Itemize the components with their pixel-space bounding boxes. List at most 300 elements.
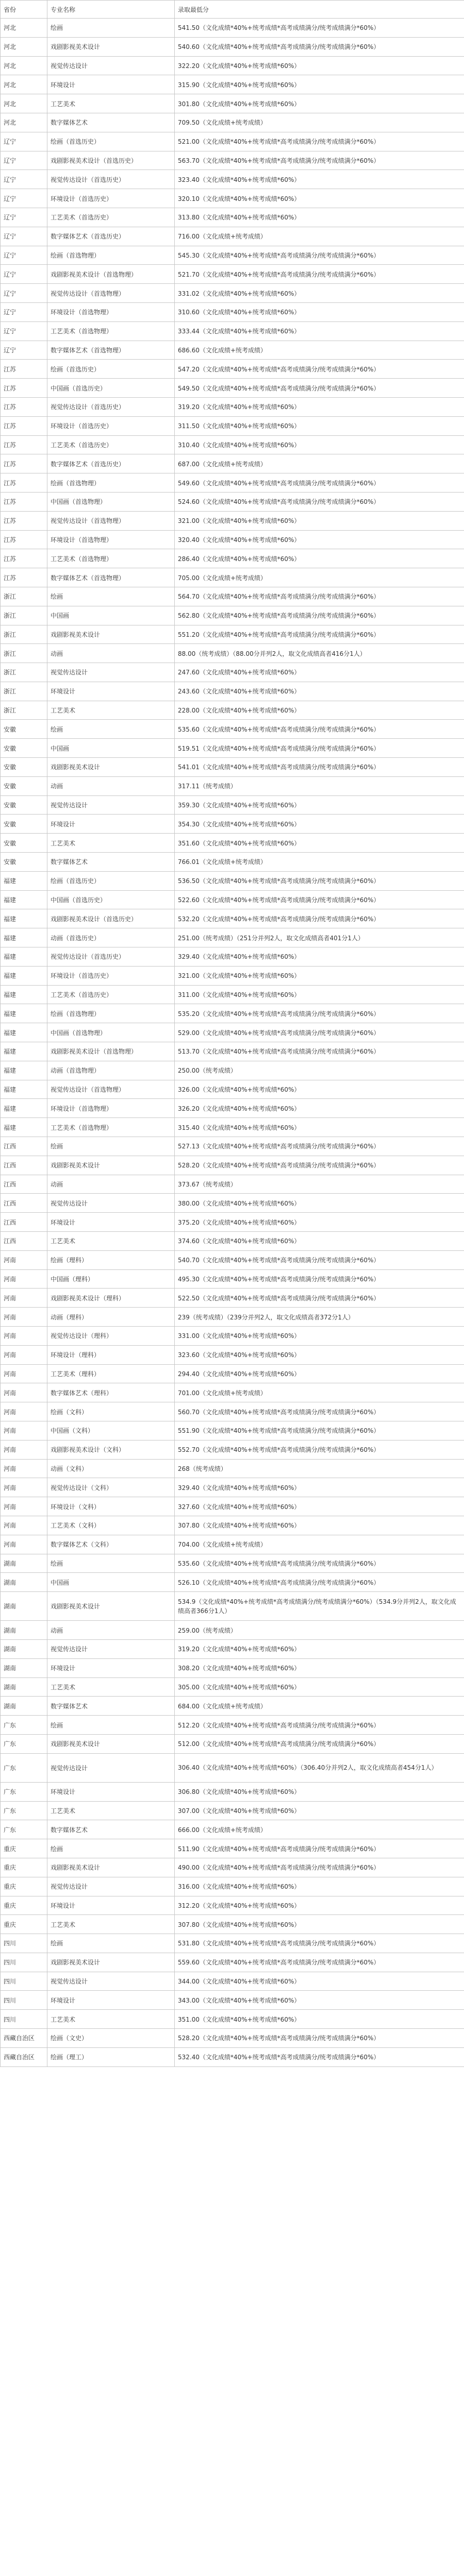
major-cell: 中国画	[47, 606, 175, 625]
major-cell: 视觉传达设计	[47, 795, 175, 815]
major-cell: 绘画（首选物理）	[47, 246, 175, 265]
score-cell: 563.70（文化成绩*40%+统考成绩*高考成绩满分/统考成绩满分*60%）	[175, 151, 464, 170]
score-cell: 351.00（文化成绩*40%+统考成绩*60%）	[175, 2010, 464, 2029]
province-cell: 河南	[1, 1345, 47, 1364]
major-cell: 中国画（首选物理）	[47, 1023, 175, 1042]
province-cell: 江苏	[1, 511, 47, 530]
major-cell: 戏剧影视美术设计	[47, 1953, 175, 1972]
score-cell: 251.00（统考成绩）（251分并列2人，取文化成绩高者401分1人）	[175, 928, 464, 947]
table-row	[1, 1734, 464, 1753]
score-cell: 310.60（文化成绩*40%+统考成绩*60%）	[175, 302, 464, 321]
table-row	[1, 1042, 464, 1061]
score-cell: 326.00（文化成绩*40%+统考成绩*60%）	[175, 1080, 464, 1099]
major-cell: 中国画	[47, 1573, 175, 1592]
province-cell: 四川	[1, 2010, 47, 2029]
score-cell: 521.70（文化成绩*40%+统考成绩*高考成绩满分/统考成绩满分*60%）	[175, 265, 464, 284]
province-cell: 湖南	[1, 1573, 47, 1592]
province-cell: 福建	[1, 1080, 47, 1099]
table-row	[1, 530, 464, 549]
province-cell: 浙江	[1, 663, 47, 682]
table-row	[1, 1753, 464, 1782]
score-cell: 305.00（文化成绩*40%+统考成绩*60%）	[175, 1677, 464, 1697]
major-cell: 环境设计	[47, 815, 175, 834]
province-cell: 辽宁	[1, 321, 47, 341]
score-cell: 716.00（文化成绩+统考成绩）	[175, 227, 464, 246]
province-cell: 湖南	[1, 1554, 47, 1573]
province-cell: 浙江	[1, 625, 47, 644]
table-row	[1, 37, 464, 56]
major-cell: 动画	[47, 1621, 175, 1640]
province-cell: 福建	[1, 1061, 47, 1080]
major-cell: 工艺美术（首选物理）	[47, 549, 175, 568]
table-row	[1, 416, 464, 435]
major-cell: 环境设计	[47, 1896, 175, 1915]
table-row	[1, 1972, 464, 1991]
province-cell: 福建	[1, 909, 47, 928]
score-cell: 521.00（文化成绩*40%+统考成绩*高考成绩满分/统考成绩满分*60%）	[175, 132, 464, 151]
score-cell: 380.00（文化成绩*40%+统考成绩*60%）	[175, 1194, 464, 1213]
province-cell: 江苏	[1, 454, 47, 473]
table-row	[1, 492, 464, 511]
table-row	[1, 360, 464, 379]
major-cell: 环境设计（首选历史）	[47, 189, 175, 208]
province-cell: 江苏	[1, 549, 47, 568]
province-cell: 重庆	[1, 1877, 47, 1896]
province-cell: 江苏	[1, 360, 47, 379]
province-cell: 湖南	[1, 1658, 47, 1677]
table-row	[1, 1877, 464, 1896]
major-cell: 环境设计（文科）	[47, 1497, 175, 1516]
table-row	[1, 663, 464, 682]
table-row	[1, 720, 464, 739]
header-province: 省份	[1, 1, 47, 19]
score-cell: 511.90（文化成绩*40%+统考成绩*高考成绩满分/统考成绩满分*60%）	[175, 1839, 464, 1858]
major-cell: 戏剧影视美术设计（首选物理）	[47, 265, 175, 284]
province-cell: 西藏自治区	[1, 2029, 47, 2048]
table-row	[1, 1573, 464, 1592]
major-cell: 动画	[47, 776, 175, 795]
table-row	[1, 815, 464, 834]
province-cell: 河南	[1, 1402, 47, 1421]
major-cell: 环境设计（首选历史）	[47, 416, 175, 435]
score-cell: 322.20（文化成绩*40%+统考成绩*60%）	[175, 56, 464, 75]
score-cell: 259.00（统考成绩）	[175, 1621, 464, 1640]
score-cell: 315.90（文化成绩*40%+统考成绩*60%）	[175, 75, 464, 94]
score-cell: 522.60（文化成绩*40%+统考成绩*高考成绩满分/统考成绩满分*60%）	[175, 890, 464, 909]
table-row	[1, 1194, 464, 1213]
score-cell: 333.44（文化成绩*40%+统考成绩*60%）	[175, 321, 464, 341]
province-cell: 安徽	[1, 720, 47, 739]
major-cell: 工艺美术	[47, 2010, 175, 2029]
major-cell: 视觉传达设计	[47, 663, 175, 682]
province-cell: 广东	[1, 1716, 47, 1735]
province-cell: 湖南	[1, 1639, 47, 1658]
score-cell: 307.00（文化成绩*40%+统考成绩*60%）	[175, 1801, 464, 1820]
score-cell: 490.00（文化成绩*40%+统考成绩*高考成绩满分/统考成绩满分*60%）	[175, 1858, 464, 1877]
province-cell: 四川	[1, 1953, 47, 1972]
major-cell: 戏剧影视美术设计	[47, 1592, 175, 1621]
major-cell: 中国画（首选历史）	[47, 379, 175, 398]
table-row	[1, 454, 464, 473]
score-cell: 526.10（文化成绩*40%+统考成绩*高考成绩满分/统考成绩满分*60%）	[175, 1573, 464, 1592]
province-cell: 安徽	[1, 776, 47, 795]
major-cell: 环境设计（理科）	[47, 1345, 175, 1364]
major-cell: 绘画	[47, 1716, 175, 1735]
province-cell: 河南	[1, 1516, 47, 1535]
major-cell: 视觉传达设计（文科）	[47, 1478, 175, 1497]
major-cell: 工艺美术	[47, 94, 175, 113]
table-row	[1, 795, 464, 815]
province-cell: 河南	[1, 1478, 47, 1497]
table-row	[1, 1061, 464, 1080]
table-row	[1, 1934, 464, 1953]
province-cell: 江西	[1, 1232, 47, 1251]
score-cell: 306.80（文化成绩*40%+统考成绩*60%）	[175, 1782, 464, 1801]
province-cell: 四川	[1, 1934, 47, 1953]
table-row	[1, 1156, 464, 1175]
major-cell: 绘画（首选物理）	[47, 473, 175, 493]
major-cell: 环境设计（首选物理）	[47, 1099, 175, 1118]
score-cell: 317.11（统考成绩）	[175, 776, 464, 795]
major-cell: 中国画（首选历史）	[47, 890, 175, 909]
province-cell: 浙江	[1, 682, 47, 701]
province-cell: 浙江	[1, 587, 47, 606]
score-cell: 531.80（文化成绩*40%+统考成绩*高考成绩满分/统考成绩满分*60%）	[175, 1934, 464, 1953]
score-cell: 359.30（文化成绩*40%+统考成绩*60%）	[175, 795, 464, 815]
table-row	[1, 1592, 464, 1621]
table-row	[1, 1535, 464, 1554]
province-cell: 福建	[1, 1099, 47, 1118]
table-row	[1, 1516, 464, 1535]
score-cell: 534.9（文化成绩*40%+统考成绩*高考成绩满分/统考成绩满分*60%）（534.9分并列2人，取文化成绩高者366分1人）	[175, 1592, 464, 1621]
major-cell: 绘画	[47, 19, 175, 38]
province-cell: 江苏	[1, 435, 47, 454]
table-row	[1, 75, 464, 94]
province-cell: 江苏	[1, 379, 47, 398]
table-row	[1, 587, 464, 606]
province-cell: 重庆	[1, 1915, 47, 1934]
province-cell: 湖南	[1, 1621, 47, 1640]
table-row	[1, 1440, 464, 1459]
table-row	[1, 208, 464, 227]
table-row	[1, 1716, 464, 1735]
province-cell: 辽宁	[1, 341, 47, 360]
province-cell: 辽宁	[1, 208, 47, 227]
major-cell: 戏剧影视美术设计（首选历史）	[47, 909, 175, 928]
major-cell: 绘画（首选历史）	[47, 871, 175, 890]
major-cell: 工艺美术	[47, 701, 175, 720]
score-cell: 549.60（文化成绩*40%+统考成绩*高考成绩满分/统考成绩满分*60%）	[175, 473, 464, 493]
major-cell: 环境设计（首选物理）	[47, 302, 175, 321]
score-cell: 512.00（文化成绩*40%+统考成绩*高考成绩满分/统考成绩满分*60%）	[175, 1734, 464, 1753]
province-cell: 辽宁	[1, 265, 47, 284]
province-cell: 浙江	[1, 701, 47, 720]
major-cell: 戏剧影视美术设计	[47, 1858, 175, 1877]
province-cell: 福建	[1, 985, 47, 1004]
major-cell: 工艺美术	[47, 1232, 175, 1251]
major-cell: 环境设计	[47, 75, 175, 94]
score-cell: 551.20（文化成绩*40%+统考成绩*高考成绩满分/统考成绩满分*60%）	[175, 625, 464, 644]
score-cell: 374.60（文化成绩*40%+统考成绩*60%）	[175, 1232, 464, 1251]
province-cell: 湖南	[1, 1677, 47, 1697]
table-row	[1, 928, 464, 947]
table-row	[1, 625, 464, 644]
table-row	[1, 2010, 464, 2029]
province-cell: 江苏	[1, 473, 47, 493]
table-row	[1, 2029, 464, 2048]
major-cell: 绘画	[47, 720, 175, 739]
province-cell: 福建	[1, 890, 47, 909]
table-row	[1, 265, 464, 284]
province-cell: 河南	[1, 1535, 47, 1554]
table-row	[1, 1639, 464, 1658]
province-cell: 河南	[1, 1383, 47, 1402]
major-cell: 戏剧影视美术设计	[47, 37, 175, 56]
score-cell: 687.00（文化成绩+统考成绩）	[175, 454, 464, 473]
table-row	[1, 1080, 464, 1099]
score-cell: 552.70（文化成绩*40%+统考成绩*高考成绩满分/统考成绩满分*60%）	[175, 1440, 464, 1459]
major-cell: 工艺美术	[47, 834, 175, 853]
score-cell: 705.00（文化成绩+统考成绩）	[175, 568, 464, 587]
province-cell: 江苏	[1, 530, 47, 549]
score-cell: 513.70（文化成绩*40%+统考成绩*高考成绩满分/统考成绩满分*60%）	[175, 1042, 464, 1061]
province-cell: 广东	[1, 1782, 47, 1801]
major-cell: 动画（理科）	[47, 1308, 175, 1327]
score-cell: 540.60（文化成绩*40%+统考成绩*高考成绩满分/统考成绩满分*60%）	[175, 37, 464, 56]
score-cell: 319.20（文化成绩*40%+统考成绩*60%）	[175, 1639, 464, 1658]
table-row	[1, 1289, 464, 1308]
province-cell: 福建	[1, 966, 47, 985]
table-row	[1, 1137, 464, 1156]
table-row	[1, 1554, 464, 1573]
score-cell: 286.40（文化成绩*40%+统考成绩*60%）	[175, 549, 464, 568]
table-row	[1, 1308, 464, 1327]
province-cell: 福建	[1, 1004, 47, 1023]
major-cell: 中国画（文科）	[47, 1421, 175, 1440]
major-cell: 数字媒体艺术	[47, 113, 175, 132]
table-row	[1, 132, 464, 151]
table-row	[1, 682, 464, 701]
score-cell: 527.13（文化成绩*40%+统考成绩*高考成绩满分/统考成绩满分*60%）	[175, 1137, 464, 1156]
score-cell: 686.60（文化成绩+统考成绩）	[175, 341, 464, 360]
major-cell: 视觉传达设计	[47, 1972, 175, 1991]
score-cell: 551.90（文化成绩*40%+统考成绩*高考成绩满分/统考成绩满分*60%）	[175, 1421, 464, 1440]
major-cell: 环境设计（首选物理）	[47, 530, 175, 549]
province-cell: 江苏	[1, 416, 47, 435]
table-row	[1, 1345, 464, 1364]
table-body	[1, 19, 464, 2067]
province-cell: 江西	[1, 1213, 47, 1232]
table-header-row	[1, 1, 464, 19]
province-cell: 四川	[1, 1991, 47, 2010]
table-row	[1, 1269, 464, 1289]
major-cell: 动画（首选历史）	[47, 928, 175, 947]
province-cell: 安徽	[1, 795, 47, 815]
major-cell: 环境设计	[47, 682, 175, 701]
major-cell: 环境设计	[47, 1782, 175, 1801]
major-cell: 视觉传达设计	[47, 56, 175, 75]
score-cell: 88.00（统考成绩）（88.00分并列2人，取文化成绩高者416分1人）	[175, 644, 464, 663]
score-cell: 247.60（文化成绩*40%+统考成绩*60%）	[175, 663, 464, 682]
table-row	[1, 701, 464, 720]
province-cell: 重庆	[1, 1896, 47, 1915]
score-cell: 313.80（文化成绩*40%+统考成绩*60%）	[175, 208, 464, 227]
table-row	[1, 1099, 464, 1118]
table-row	[1, 853, 464, 872]
score-cell: 519.51（文化成绩*40%+统考成绩*高考成绩满分/统考成绩满分*60%）	[175, 739, 464, 758]
province-cell: 四川	[1, 1972, 47, 1991]
major-cell: 视觉传达设计	[47, 1639, 175, 1658]
table-row	[1, 1497, 464, 1516]
score-cell: 329.40（文化成绩*40%+统考成绩*60%）	[175, 1478, 464, 1497]
table-row	[1, 834, 464, 853]
score-cell: 327.60（文化成绩*40%+统考成绩*60%）	[175, 1497, 464, 1516]
province-cell: 河南	[1, 1440, 47, 1459]
province-cell: 江西	[1, 1156, 47, 1175]
score-cell: 522.50（文化成绩*40%+统考成绩*高考成绩满分/统考成绩满分*60%）	[175, 1289, 464, 1308]
major-cell: 视觉传达设计	[47, 1194, 175, 1213]
score-cell: 323.40（文化成绩*40%+统考成绩*60%）	[175, 170, 464, 189]
province-cell: 辽宁	[1, 302, 47, 321]
major-cell: 绘画（首选历史）	[47, 360, 175, 379]
table-row	[1, 568, 464, 587]
province-cell: 辽宁	[1, 284, 47, 303]
major-cell: 戏剧影视美术设计（首选历史）	[47, 151, 175, 170]
table-row	[1, 1004, 464, 1023]
province-cell: 湖南	[1, 1592, 47, 1621]
province-cell: 重庆	[1, 1858, 47, 1877]
score-cell: 535.60（文化成绩*40%+统考成绩*高考成绩满分/统考成绩满分*60%）	[175, 720, 464, 739]
score-cell: 704.00（文化成绩+统考成绩）	[175, 1535, 464, 1554]
major-cell: 绘画（首选物理）	[47, 1004, 175, 1023]
major-cell: 中国画（首选物理）	[47, 492, 175, 511]
province-cell: 广东	[1, 1820, 47, 1839]
province-cell: 安徽	[1, 853, 47, 872]
table-row	[1, 871, 464, 890]
score-cell: 250.00（统考成绩）	[175, 1061, 464, 1080]
major-cell: 工艺美术（首选物理）	[47, 321, 175, 341]
table-row	[1, 890, 464, 909]
score-cell: 301.80（文化成绩*40%+统考成绩*60%）	[175, 94, 464, 113]
table-row	[1, 1383, 464, 1402]
table-row	[1, 644, 464, 663]
score-cell: 343.00（文化成绩*40%+统考成绩*60%）	[175, 1991, 464, 2010]
table-row	[1, 549, 464, 568]
major-cell: 工艺美术	[47, 1915, 175, 1934]
major-cell: 绘画（理科）	[47, 1250, 175, 1269]
major-cell: 中国画	[47, 739, 175, 758]
table-row	[1, 1023, 464, 1042]
score-cell: 373.67（统考成绩）	[175, 1175, 464, 1194]
major-cell: 数字媒体艺术（理科）	[47, 1383, 175, 1402]
score-cell: 320.10（文化成绩*40%+统考成绩*60%）	[175, 189, 464, 208]
header-major: 专业名称	[47, 1, 175, 19]
major-cell: 视觉传达设计（首选历史）	[47, 397, 175, 416]
major-cell: 绘画（首选历史）	[47, 132, 175, 151]
score-cell: 268（统考成绩）	[175, 1459, 464, 1478]
major-cell: 数字媒体艺术（首选历史）	[47, 227, 175, 246]
major-cell: 工艺美术	[47, 1677, 175, 1697]
score-cell: 243.60（文化成绩*40%+统考成绩*60%）	[175, 682, 464, 701]
major-cell: 视觉传达设计	[47, 1753, 175, 1782]
major-cell: 视觉传达设计（首选历史）	[47, 170, 175, 189]
major-cell: 环境设计	[47, 1991, 175, 2010]
province-cell: 河北	[1, 75, 47, 94]
table-row	[1, 56, 464, 75]
score-cell: 306.40（文化成绩*40%+统考成绩*60%）（306.40分并列2人，取文化成绩高者454分1人）	[175, 1753, 464, 1782]
major-cell: 戏剧影视美术设计	[47, 1734, 175, 1753]
score-cell: 666.00（文化成绩+统考成绩）	[175, 1820, 464, 1839]
major-cell: 绘画	[47, 1839, 175, 1858]
province-cell: 湖南	[1, 1697, 47, 1716]
major-cell: 数字媒体艺术（文科）	[47, 1535, 175, 1554]
province-cell: 河北	[1, 37, 47, 56]
province-cell: 浙江	[1, 644, 47, 663]
province-cell: 重庆	[1, 1839, 47, 1858]
score-cell: 564.70（文化成绩*40%+统考成绩*高考成绩满分/统考成绩满分*60%）	[175, 587, 464, 606]
score-cell: 344.00（文化成绩*40%+统考成绩*60%）	[175, 1972, 464, 1991]
score-cell: 549.50（文化成绩*40%+统考成绩*高考成绩满分/统考成绩满分*60%）	[175, 379, 464, 398]
major-cell: 工艺美术（首选物理）	[47, 1118, 175, 1137]
province-cell: 河南	[1, 1308, 47, 1327]
province-cell: 福建	[1, 1042, 47, 1061]
major-cell: 绘画	[47, 587, 175, 606]
table-row	[1, 341, 464, 360]
province-cell: 河南	[1, 1497, 47, 1516]
score-cell: 329.40（文化成绩*40%+统考成绩*60%）	[175, 947, 464, 967]
province-cell: 河北	[1, 56, 47, 75]
major-cell: 环境设计（首选历史）	[47, 966, 175, 985]
score-cell: 307.80（文化成绩*40%+统考成绩*60%）	[175, 1516, 464, 1535]
score-cell: 315.40（文化成绩*40%+统考成绩*60%）	[175, 1118, 464, 1137]
score-cell: 228.00（文化成绩*40%+统考成绩*60%）	[175, 701, 464, 720]
major-cell: 视觉传达设计（理科）	[47, 1326, 175, 1345]
score-cell: 323.60（文化成绩*40%+统考成绩*60%）	[175, 1345, 464, 1364]
score-cell: 311.00（文化成绩*40%+统考成绩*60%）	[175, 985, 464, 1004]
major-cell: 绘画	[47, 1137, 175, 1156]
score-cell: 532.20（文化成绩*40%+统考成绩*高考成绩满分/统考成绩满分*60%）	[175, 909, 464, 928]
header-min-score: 录取最低分	[175, 1, 464, 19]
major-cell: 戏剧影视美术设计	[47, 1156, 175, 1175]
province-cell: 广东	[1, 1801, 47, 1820]
score-cell: 308.20（文化成绩*40%+统考成绩*60%）	[175, 1658, 464, 1677]
score-cell: 351.60（文化成绩*40%+统考成绩*60%）	[175, 834, 464, 853]
score-cell: 701.00（文化成绩+统考成绩）	[175, 1383, 464, 1402]
table-row	[1, 1364, 464, 1383]
score-cell: 541.01（文化成绩*40%+统考成绩*高考成绩满分/统考成绩满分*60%）	[175, 758, 464, 777]
score-cell: 709.50（文化成绩+统考成绩）	[175, 113, 464, 132]
major-cell: 数字媒体艺术（首选历史）	[47, 454, 175, 473]
province-cell: 江苏	[1, 568, 47, 587]
major-cell: 工艺美术（首选历史）	[47, 208, 175, 227]
province-cell: 河南	[1, 1289, 47, 1308]
province-cell: 福建	[1, 871, 47, 890]
table-row	[1, 227, 464, 246]
table-row	[1, 435, 464, 454]
table-row	[1, 302, 464, 321]
score-cell: 766.01（文化成绩+统考成绩）	[175, 853, 464, 872]
province-cell: 江苏	[1, 492, 47, 511]
table-row	[1, 1677, 464, 1697]
province-cell: 福建	[1, 928, 47, 947]
province-cell: 河南	[1, 1421, 47, 1440]
score-cell: 684.00（文化成绩+统考成绩）	[175, 1697, 464, 1716]
province-cell: 辽宁	[1, 170, 47, 189]
major-cell: 数字媒体艺术（首选物理）	[47, 341, 175, 360]
table-row	[1, 1896, 464, 1915]
province-cell: 广东	[1, 1734, 47, 1753]
major-cell: 数字媒体艺术	[47, 1697, 175, 1716]
